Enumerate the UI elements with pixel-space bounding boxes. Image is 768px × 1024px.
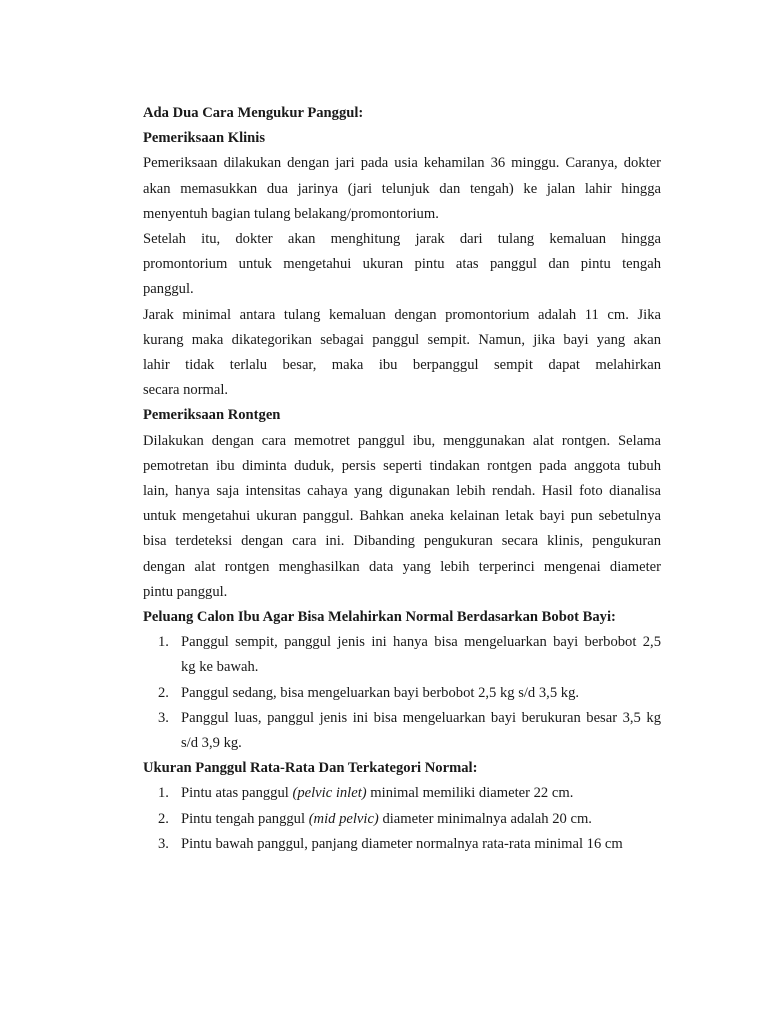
peluang-list (143, 630, 661, 756)
text-line: Dilakukan dengan cara memotret panggul ibu, menggunakan alat rontgen. Selama (143, 432, 661, 449)
text-line: Setelah itu, dokter akan menghitung jarak dari tulang kemaluan hingga (143, 231, 661, 248)
text-line: lahir tidak terlalu besar, maka ibu berpanggul sempit dapat melahirkan (143, 357, 661, 374)
list-text-line: Pintu bawah panggul, panjang diameter normalnya rata-rata minimal 16 cm (181, 835, 623, 852)
main-heading: Ada Dua Cara Mengukur Panggul: (143, 105, 364, 121)
section-title-rontgen: Pemeriksaan Rontgen (143, 407, 281, 424)
text-line: pintu panggul. (143, 583, 228, 600)
list-text-line: kg ke bawah. (181, 659, 259, 676)
list-number: 2. (158, 810, 169, 827)
text-line: lain, hanya saja intensitas cahaya yang digunakan lebih rendah. Hasil foto dianalisa (143, 483, 661, 500)
paragraph-klinis-3 (143, 303, 661, 404)
text-line: secara normal. (143, 382, 229, 399)
list-text-line: Panggul sedang, bisa mengeluarkan bayi berbobot 2,5 kg s/d 3,5 kg. (181, 684, 580, 701)
italic-term: (mid pelvic) (308, 810, 379, 827)
text-line: Jarak minimal antara tulang kemaluan dengan promontorium adalah 11 cm. Jika (143, 306, 661, 323)
list-text-line (181, 781, 661, 806)
text-line: panggul. (143, 281, 194, 298)
list-item (143, 807, 661, 832)
list-number: 3. (158, 835, 169, 852)
list-item (143, 832, 661, 857)
section-title-ukuran: Ukuran Panggul Rata-Rata Dan Terkategori Normal: (143, 760, 478, 777)
text-segment: Pintu tengah panggul (181, 810, 309, 827)
list-number: 1. (158, 785, 169, 802)
list-item (143, 706, 661, 756)
section-title-klinis: Pemeriksaan Klinis (143, 130, 266, 147)
paragraph-rontgen-1 (143, 429, 661, 605)
text-line: Pemeriksaan dilakukan dengan jari pada usia kehamilan 36 minggu. Caranya, dokter (143, 155, 661, 172)
text-line: pemotretan ibu diminta duduk, persis seperti tindakan rontgen pada anggota tubuh (143, 457, 661, 474)
list-number: 3. (158, 709, 169, 726)
text-segment: Pintu atas panggul (181, 785, 293, 802)
list-item (143, 630, 661, 680)
ukuran-list (143, 781, 661, 857)
italic-term: (pelvic inlet) (292, 785, 367, 802)
list-text-line: Panggul luas, panggul jenis ini bisa mengeluarkan bayi berukuran besar 3,5 kg (181, 709, 661, 726)
text-segment: minimal memiliki diameter 22 cm. (366, 785, 574, 802)
text-line: untuk mengetahui ukuran panggul. Bahkan aneka kelainan letak bayi pun sebetulnya (143, 508, 661, 525)
list-number: 1. (158, 634, 169, 651)
text-line: menyentuh bagian tulang belakang/promontorium. (143, 205, 439, 222)
list-text-line: s/d 3,9 kg. (181, 735, 242, 752)
list-text-line: Panggul sempit, panggul jenis ini hanya bisa mengeluarkan bayi berbobot 2,5 (181, 634, 661, 651)
section-title-peluang: Peluang Calon Ibu Agar Bisa Melahirkan Normal Berdasarkan Bobot Bayi: (143, 609, 616, 626)
document-page (143, 101, 661, 857)
list-item (143, 681, 661, 706)
text-line: akan memasukkan dua jarinya (jari telunjuk dan tengah) ke jalan lahir hingga (143, 180, 661, 197)
list-text-line (181, 807, 661, 832)
text-line: dengan alat rontgen menghasilkan data yang lebih terperinci mengenai diameter (143, 558, 661, 575)
paragraph-klinis-2 (143, 227, 661, 303)
text-segment: diameter minimalnya adalah 20 cm. (378, 810, 592, 827)
text-line: bisa terdeteksi dengan cara ini. Dibanding pengukuran secara klinis, pengukuran (143, 533, 661, 550)
list-item (143, 781, 661, 806)
paragraph-klinis-1 (143, 151, 661, 227)
text-line: promontorium untuk mengetahui ukuran pintu atas panggul dan pintu tengah (143, 256, 661, 273)
text-line: kurang maka dikategorikan sebagai panggul sempit. Namun, jika bayi yang akan (143, 331, 661, 348)
list-number: 2. (158, 684, 169, 701)
